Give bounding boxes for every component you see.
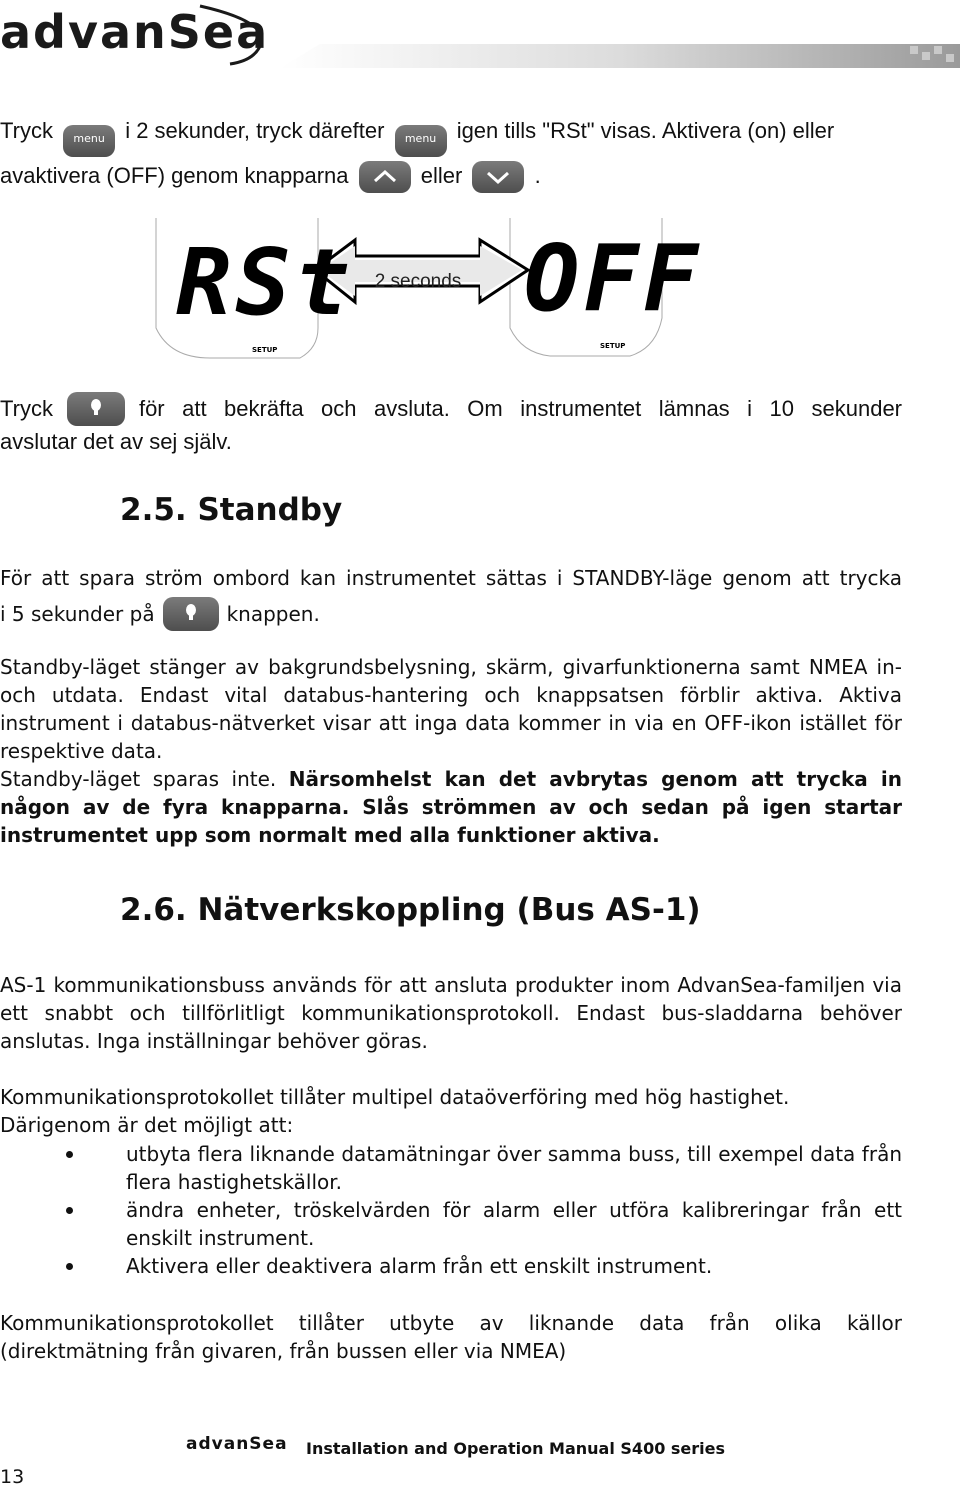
page-number: 13 [0, 1466, 25, 1488]
heading-standby: 2.5. Standby [120, 492, 343, 528]
list-item [0, 1196, 902, 1252]
text: Tryck [0, 118, 53, 143]
text: utbyta flera liknande datamätningar över samma buss, till exempel data från flera hastighetskällor. [126, 1142, 902, 1194]
up-button-icon [359, 161, 411, 193]
list-item [0, 1140, 902, 1196]
text: eller [420, 163, 463, 188]
light-button-icon [163, 597, 219, 631]
text: knappen. [226, 602, 320, 626]
arrow-label: 2 seconds [374, 271, 462, 292]
setup-label-right: SETUP [600, 342, 626, 350]
text: i 5 sekunder på [0, 602, 155, 626]
setup-label-left: SETUP [252, 346, 278, 354]
rst-instruction [0, 112, 910, 194]
text: Aktivera eller deaktivera alarm från ett enskilt instrument. [126, 1254, 713, 1278]
header-gradient-bar [270, 38, 960, 68]
footer-logo-text: advanSea [186, 1434, 288, 1454]
text: Standby-läget sparas inte. [0, 767, 277, 791]
text: igen tills "RSt" visas. Aktivera (on) eller [456, 118, 835, 143]
standby-paragraph-2: Standby-läget stänger av bakgrundsbelysning, skärm, givarfunktionerna samt NMEA in- och utdata. Endast vital databus-hantering och knappsatsen förblir aktiva. Aktiva instrument i databus-nätverket visar att inga data kommer in via en OFF-ikon istället för respektive data. [0, 655, 902, 763]
text: ändra enheter, tröskelvärden för alarm eller utföra kalibreringar från ett enskilt instrument. [126, 1198, 902, 1250]
standby-paragraph-3 [0, 765, 902, 849]
confirm-paragraph [0, 392, 902, 458]
network-paragraph-3: Därigenom är det möjligt att: [0, 1113, 294, 1137]
text: avaktivera (OFF) genom knapparna [0, 163, 349, 188]
text: Tryck [0, 396, 53, 421]
rst-figure [150, 208, 703, 364]
network-bullet-list [0, 1140, 902, 1280]
brand-logo [0, 0, 300, 62]
heading-network: 2.6. Nätverkskoppling (Bus AS-1) [120, 892, 701, 928]
text: . [534, 163, 541, 188]
lcd-left-display: RSt [176, 229, 355, 336]
bold-text: Närsomhelst kan det avbrytas genom att trycka in någon av de fyra knapparna. Slås strömmen av och sedan på igen startar instrumentet upp som normalt med alla funktioner aktiva. [0, 767, 903, 847]
network-paragraph-1: AS-1 kommunikationsbuss används för att ansluta produkter inom AdvanSea-familjen via ett snabbt och tillförlitligt kommunikationsprotokoll. Endast bus-sladdarna behöver anslutas. Inga inställningar behöver göras. [0, 973, 902, 1053]
logo-text: advanSea [0, 5, 270, 59]
list-item [0, 1252, 902, 1280]
network-paragraph-2: Kommunikationsprotokollet tillåter multipel dataöverföring med hög hastighet. [0, 1085, 790, 1109]
light-button-icon [67, 392, 125, 426]
standby-paragraph-1 [0, 560, 902, 632]
network-paragraph-4: Kommunikationsprotokollet tillåter utbyte av liknande data från olika källor (direktmätning från givaren, från bussen eller via NMEA) [0, 1311, 902, 1363]
bullet-icon [66, 1207, 73, 1214]
lcd-right-display: OFF [524, 225, 703, 332]
text: För att spara ström ombord kan instrumentet sättas i STANDBY-läge genom att trycka [0, 566, 902, 590]
footer-title: Installation and Operation Manual S400 series [306, 1439, 726, 1458]
menu-button-icon: menu [63, 125, 115, 157]
text: för att bekräfta och avsluta. Om instrumentet lämnas i 10 sekunder [138, 396, 902, 421]
bullet-icon [66, 1151, 73, 1158]
footer-logo [186, 1434, 288, 1454]
bullet-icon [66, 1263, 73, 1270]
menu-button-icon: menu [395, 125, 447, 157]
down-button-icon [472, 161, 524, 193]
text: i 2 sekunder, tryck därefter [125, 118, 385, 143]
text: avslutar det av sej själv. [0, 429, 232, 454]
